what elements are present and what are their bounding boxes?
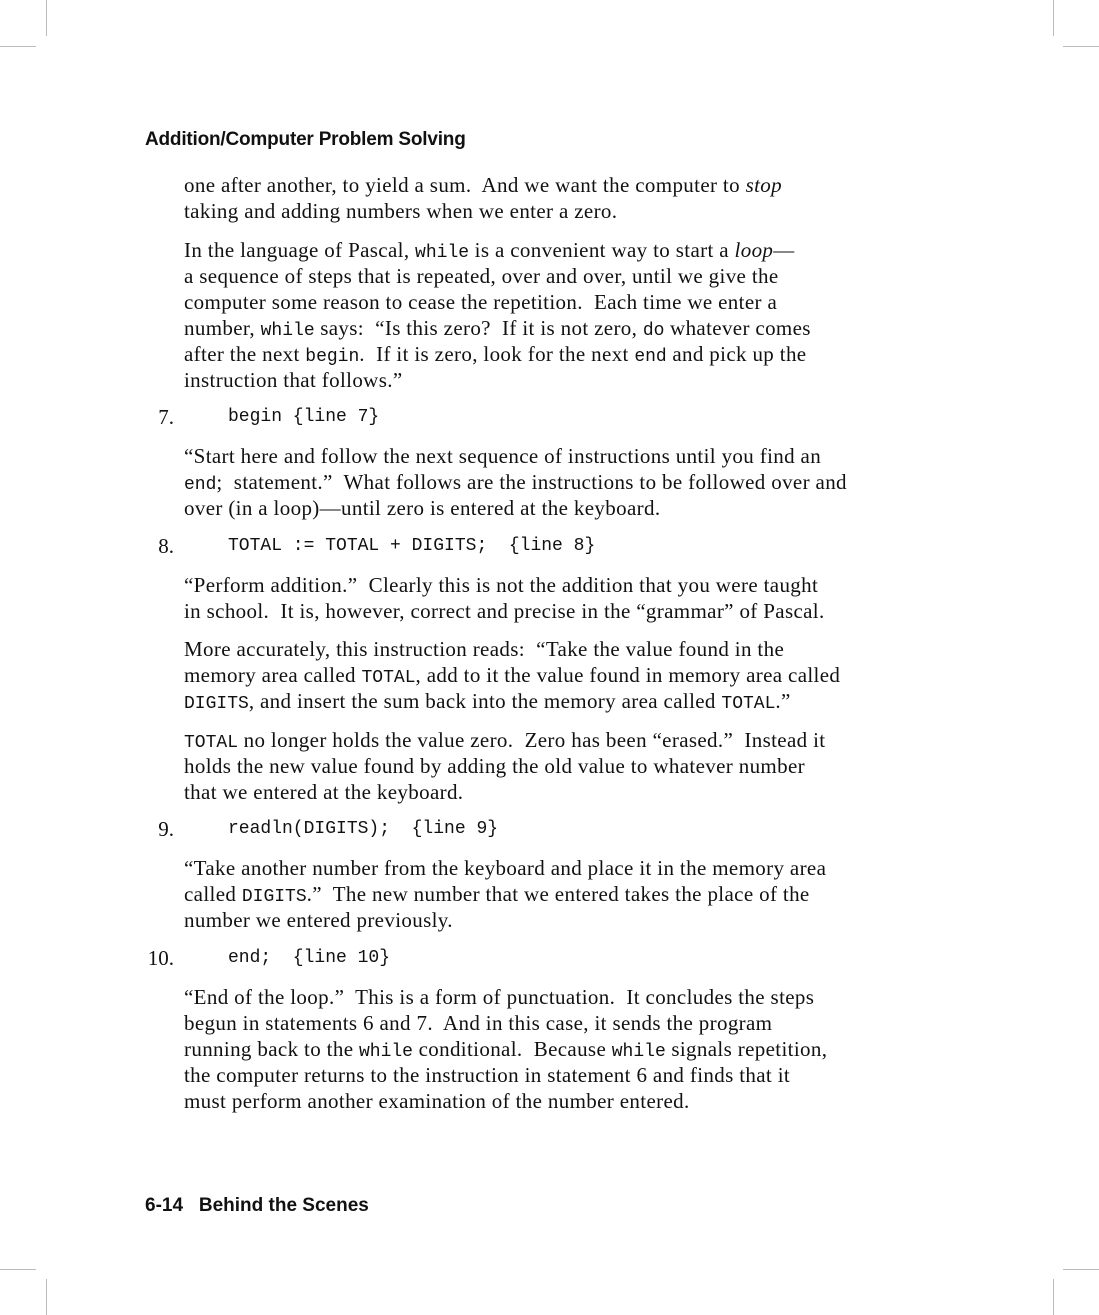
- text-run: over (in a loop)—until zero is entered at the keyboard.: [184, 496, 661, 520]
- paragraph-line: [184, 1062, 790, 1088]
- statement-number: 10.: [147, 946, 174, 970]
- text-run: in school. It is, however, correct and precise in the “grammar” of Pascal.: [184, 599, 825, 623]
- text-run: —: [773, 238, 795, 262]
- inline-code: begin: [305, 347, 360, 367]
- text-run: In the language of Pascal,: [184, 238, 416, 262]
- code-line: begin {line 7}: [228, 407, 380, 427]
- inline-code: DIGITS: [241, 887, 307, 907]
- text-run: one after another, to yield a sum. And we want the computer to: [184, 173, 746, 197]
- inline-code: TOTAL: [721, 694, 776, 714]
- crop-mark: [0, 46, 36, 47]
- inline-code: while: [260, 321, 315, 341]
- text-run: called: [184, 882, 242, 906]
- inline-code: TOTAL: [184, 733, 239, 753]
- paragraph-line: [184, 662, 840, 688]
- text-run: . If it is zero, look for the next: [359, 342, 635, 366]
- text-run: is a convenient way to start a: [469, 238, 735, 262]
- statement-number: 8.: [158, 534, 174, 558]
- paragraph-line: [184, 1088, 690, 1114]
- page-footer: 6-14 Behind the Scenes: [145, 1195, 369, 1216]
- paragraph-line: [184, 237, 795, 263]
- statement-number: 7.: [158, 405, 174, 429]
- paragraph-line: [184, 341, 806, 367]
- emphasis: stop: [745, 173, 782, 197]
- paragraph-line: [184, 907, 453, 933]
- paragraph-line: [184, 443, 821, 469]
- text-run: and pick up the: [666, 342, 807, 366]
- paragraph-line: [184, 727, 825, 753]
- text-run: whatever comes: [664, 316, 811, 340]
- text-run: .”: [775, 689, 791, 713]
- paragraph-line: [184, 572, 818, 598]
- code-line: end; {line 10}: [228, 948, 391, 968]
- emphasis: loop: [734, 238, 774, 262]
- text-run: “Start here and follow the next sequence of instructions until you find an: [184, 444, 822, 468]
- paragraph-line: [184, 984, 814, 1010]
- text-run: , and insert the sum back into the memory area called: [248, 689, 722, 713]
- text-run: ; statement.” What follows are the instructions to be followed over and: [216, 470, 847, 494]
- text-run: , add to it the value found in memory area called: [415, 663, 841, 687]
- paragraph-line: [184, 172, 782, 198]
- paragraph-line: [184, 636, 784, 662]
- text-run: a sequence of steps that is repeated, over and over, until we give the: [184, 264, 779, 288]
- paragraph-line: [184, 263, 779, 289]
- crop-mark: [1053, 1279, 1054, 1315]
- code-line: TOTAL := TOTAL + DIGITS; {line 8}: [228, 536, 596, 556]
- text-run: signals repetition,: [665, 1037, 828, 1061]
- crop-mark: [46, 0, 47, 36]
- paragraph-line: [184, 881, 810, 907]
- statement-number: 9.: [158, 817, 174, 841]
- code-line: readln(DIGITS); {line 9}: [228, 819, 499, 839]
- running-header: Addition/Computer Problem Solving: [145, 129, 466, 150]
- text-run: conditional. Because: [412, 1037, 612, 1061]
- text-run: must perform another examination of the number entered.: [184, 1089, 690, 1113]
- paragraph-line: [184, 495, 660, 521]
- text-run: that we entered at the keyboard.: [184, 780, 464, 804]
- inline-code: end: [184, 475, 217, 495]
- text-run: .” The new number that we entered takes the place of the: [306, 882, 810, 906]
- crop-mark: [1063, 46, 1099, 47]
- paragraph-line: [184, 198, 617, 224]
- inline-code: while: [611, 1042, 666, 1062]
- text-run: running back to the: [184, 1037, 359, 1061]
- text-run: says: “Is this zero? If it is not zero,: [314, 316, 643, 340]
- paragraph-line: [184, 855, 826, 881]
- crop-mark: [0, 1269, 36, 1270]
- inline-code: end: [634, 347, 667, 367]
- crop-mark: [46, 1279, 47, 1315]
- text-run: after the next: [184, 342, 306, 366]
- paragraph-line: [184, 1010, 772, 1036]
- text-run: More accurately, this instruction reads: “Take the value found in the: [184, 637, 785, 661]
- paragraph-line: [184, 598, 825, 624]
- text-run: “End of the loop.” This is a form of punctuation. It concludes the steps: [184, 985, 815, 1009]
- text-run: instruction that follows.”: [184, 368, 403, 392]
- paragraph-line: [184, 1036, 827, 1062]
- text-run: no longer holds the value zero. Zero has been “erased.” Instead it: [238, 728, 826, 752]
- text-run: holds the new value found by adding the old value to whatever number: [184, 754, 805, 778]
- paragraph-line: [184, 753, 805, 779]
- crop-mark: [1053, 0, 1054, 36]
- text-run: taking and adding numbers when we enter a zero.: [184, 199, 618, 223]
- paragraph-line: [184, 469, 847, 495]
- inline-code: while: [358, 1042, 413, 1062]
- text-run: the computer returns to the instruction in statement 6 and finds that it: [184, 1063, 791, 1087]
- text-run: memory area called: [184, 663, 362, 687]
- inline-code: TOTAL: [361, 668, 416, 688]
- text-run: number,: [184, 316, 261, 340]
- paragraph-line: [184, 315, 811, 341]
- paragraph-line: [184, 289, 777, 315]
- text-run: begun in statements 6 and 7. And in this case, it sends the program: [184, 1011, 773, 1035]
- paragraph-line: [184, 688, 791, 714]
- text-run: computer some reason to cease the repetition. Each time we enter a: [184, 290, 778, 314]
- text-run: “Perform addition.” Clearly this is not the addition that you were taught: [184, 573, 819, 597]
- text-run: “Take another number from the keyboard and place it in the memory area: [184, 856, 827, 880]
- inline-code: while: [415, 243, 470, 263]
- inline-code: DIGITS: [184, 694, 249, 714]
- crop-mark: [1063, 1269, 1099, 1270]
- paragraph-line: [184, 779, 463, 805]
- paragraph-line: [184, 367, 403, 393]
- text-run: number we entered previously.: [184, 908, 453, 932]
- inline-code: do: [642, 321, 665, 341]
